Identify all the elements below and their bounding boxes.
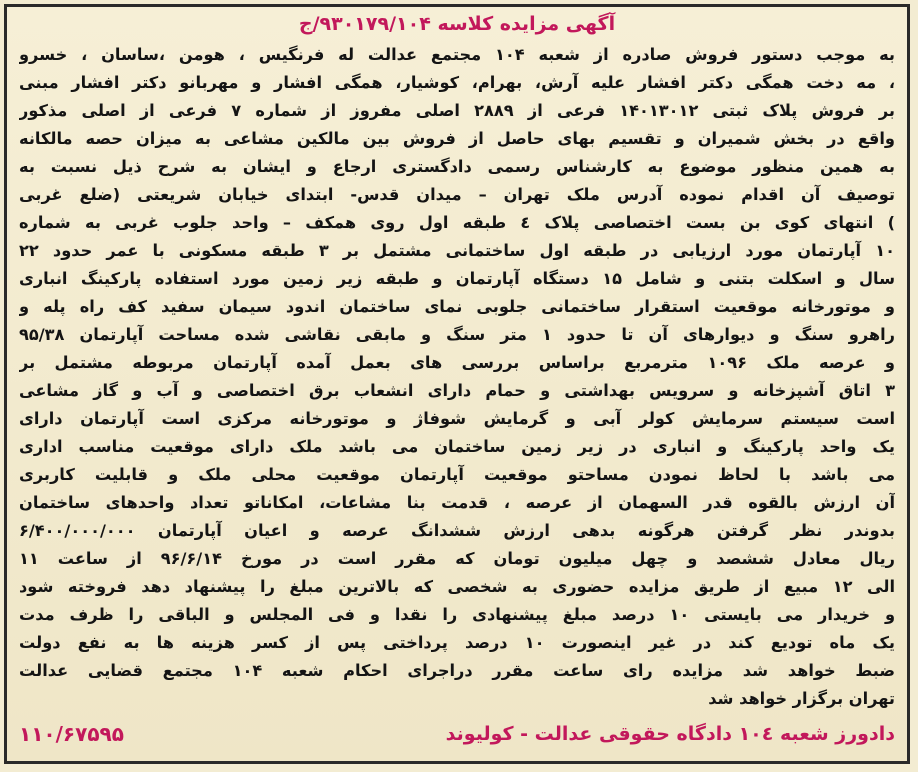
notice-line: ، مه دخت همگی دکتر افشار علیه آرش، بهرام، کوشیار، همگی افشار و مهربانو دکتر افشار مبنی [19, 73, 895, 92]
notice-line: ۳ اتاق آشپزخانه و سرویس بهداشتی و حمام دارای انشعاب برق اختصاصی و آب و گاز مشاعی [19, 381, 895, 400]
notice-line: ) انتهای کوی بن بست اختصاصی پلاک ٤ طبقه اول روی همکف – واحد جلوب غربی به شماره [19, 213, 895, 232]
notice-line: یک ماه تودیع کند در غیر اینصورت ۱۰ درصد پرداختی پس از کسر هزینه ها به نفع دولت [19, 633, 895, 652]
notice-footer [19, 719, 895, 749]
notice-line: بر فروش پلاک ثبتی ۱۴۰۱۳۰۱۲ فرعی از ۲۸۸۹ اصلی مفروز از شماره ۷ فرعی از اصلی مذکور [19, 101, 895, 120]
notice-body [19, 41, 895, 713]
signer-line: دادورز شعبه ۱۰٤ دادگاه حقوقی عدالت - کولیوند [445, 723, 895, 745]
notice-line: واقع در بخش شمیران و تقسیم بهای حاصل از فروش بین مالکین مشاعی به میزان حصه مالکانه [19, 129, 895, 148]
notice-line: و موتورخانه موقعیت استقرار ساختمانی جلوبی نمای ساختمان اندود سیمان سفید کف راه پله و [19, 297, 895, 316]
notice-line: و عرصه ملک ۱۰۹۶ مترمربع براساس بررسی های بعمل آمده آپارتمان مربوطه مشتمل بر [19, 353, 895, 372]
notice-code: ۱۱۰/۶۷۵۹۵ [19, 722, 124, 746]
notice-line: یک واحد پارکینگ و انباری در زیر زمین ساختمان می باشد ملک دارای موقعیت مناسب اداری [19, 437, 895, 456]
notice-line: به همین منظور موضوع به کارشناس رسمی دادگستری ارجاع و ایشان به شرح ذیل نسبت به [19, 157, 895, 176]
notice-line: راهرو سنگ و دیوارهای آن تا حدود ۱ متر سنگ و مابقی نقاشی شده مساحت آپارتمان ۹۵/۳۸ [19, 325, 895, 344]
notice-line: به موجب دستور فروش صادره از شعبه ۱۰۴ مجتمع عدالت له فرنگیس ، هومن ،ساسان ، خسرو [19, 45, 895, 64]
notice-line: بدوندر نظر گرفتن هرگونه بدهی ارزش ششدانگ عرصه و اعیان آپارتمان ۶/۴۰۰/۰۰۰/۰۰۰ [19, 521, 895, 540]
notice-title: آگهی مزایده کلاسه ۹۳۰۱۷۹/۱۰۴/ج [298, 13, 616, 35]
notice-line: می باشد با لحاظ نمودن مساحتو موقعیت آپارتمان موقعیت محلی ملک و قابلیت کاربری [19, 465, 895, 484]
notice-line: الی ۱۲ مبیع از طریق مزایده حضوری به شخصی که بالاترین مبلغ را پیشنهاد دهد فروخته شود [19, 577, 895, 596]
notice-line: ضبط خواهد شد مزایده رای ساعت مقرر دراجرای احکام شعبه ۱۰۴ مجتمع قضایی عدالت [19, 661, 895, 680]
notice-line: آن ارزش بالقوه قدر السهمان از عرصه ، قدمت بنا مشاعات، امکاناتو تعداد واحدهای ساختمان [19, 493, 895, 512]
notice-line: است سیستم سرمایش کولر آبی و گرمایش شوفاژ و موتورخانه مرکزی است آپارتمان دارای [19, 409, 895, 428]
notice-line: ۱۰ آپارتمان مورد ارزیابی در طبقه اول ساختمانی مشتمل بر ۳ طبقه مسکونی با عمر حدود ۲۲ [19, 241, 895, 260]
notice-line: توصیف آن اقدام نموده آدرس ملک تهران – میدان قدس- ابتدای خیابان شریعتی (ضلع غربی [19, 185, 895, 204]
notice-line: ریال معادل ششصد و چهل میلیون تومان که مقرر است در مورخ ۹۶/۶/۱۴ از ساعت ۱۱ [19, 549, 895, 568]
notice-line: تهران برگزار خواهد شد [708, 689, 895, 708]
notice-frame [4, 4, 910, 764]
notice-line: سال و اسکلت بتنی و شامل ۱۵ دستگاه آپارتمان و طبقه زیر زمین مورد استفاده پارکینگ انباری [19, 269, 895, 288]
notice-line: و خریدار می بایستی ۱۰ درصد مبلغ پیشنهادی را نقدا و فی المجلس و الباقی را ظرف مدت [19, 605, 895, 624]
